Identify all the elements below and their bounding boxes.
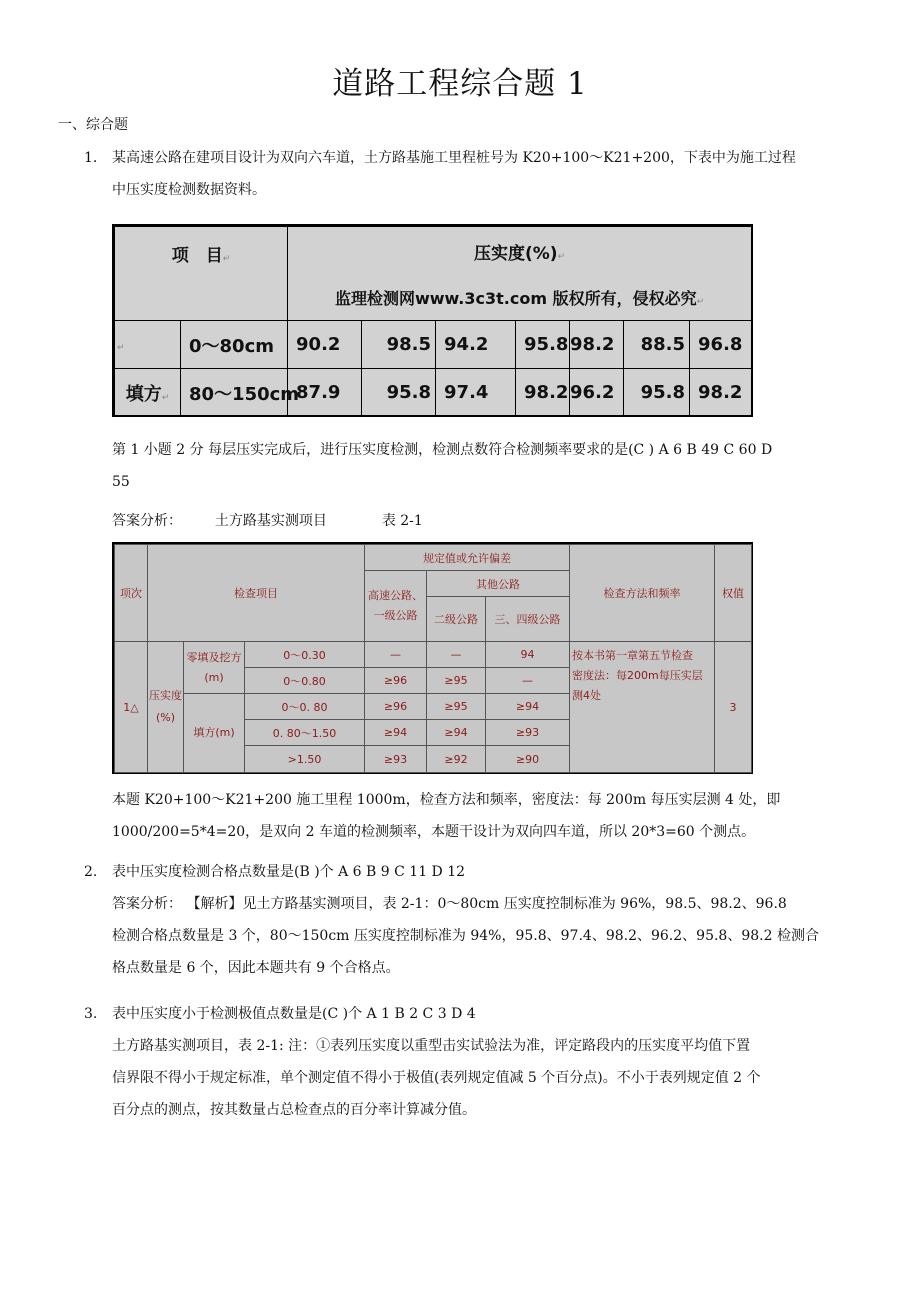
question-1-line1: 某高速公路在建项目设计为双向六车道，土方路基施工里程桩号为 K20+100～K21+200，下表中为施工过程 xyxy=(112,150,796,166)
table1-depth-row2: 80～150cm xyxy=(181,369,288,417)
compaction-data-table xyxy=(112,224,753,417)
explanation-1-line1: 本题 K20+100～K21+200 施工里程 1000m，检查方法和频率，密度法：每 200m 每压实层测 4 处，即 xyxy=(112,792,781,808)
question-2-number: 2. xyxy=(84,864,98,880)
table1-value: 98.5 xyxy=(362,321,436,369)
grade2-value: ≥92 xyxy=(427,746,486,773)
header-grade34: 三、四级公路 xyxy=(486,597,570,642)
section-heading: 一、综合题 xyxy=(58,117,128,133)
answer-3-line3: 百分点的测点，按其数量占总检查点的百分率计算减分值。 xyxy=(112,1102,476,1118)
table1-value: 97.4 xyxy=(436,369,516,417)
table1-value: 98.2 xyxy=(690,369,752,417)
table1-value: 98.2 xyxy=(570,321,624,369)
fill-label: 填方(m) xyxy=(184,694,245,773)
table1-fill-label: 填方↵ xyxy=(115,369,181,417)
method-line2: 密度法：每200m每压实层测4处 xyxy=(572,669,703,702)
grade2-value: — xyxy=(427,642,486,668)
header-item-no: 项次 xyxy=(115,545,148,642)
question-2 xyxy=(84,856,884,984)
weight-value: 3 xyxy=(715,642,752,773)
question-2-text: 表中压实度检测合格点数量是(B )个 A 6 B 9 C 11 D 12 xyxy=(112,864,466,880)
header-grade2: 二级公路 xyxy=(427,597,486,642)
grade2-value: ≥95 xyxy=(427,694,486,720)
answer-3-line1: 土方路基实测项目，表 2-1: 注：①表列压实度以重型击实试验法为准，评定路段内的压实度平均值下置 xyxy=(112,1038,751,1054)
table1-notice: 监理检测网www.3c3t.com 版权所有，侵权必究 xyxy=(334,288,697,308)
table1-compaction-header: 压实度(%)↵ 监理检测网www.3c3t.com 版权所有，侵权必究↵ xyxy=(288,227,752,321)
grade2-value: ≥94 xyxy=(427,720,486,746)
highway-value: — xyxy=(365,642,427,668)
question-1-number: 1. xyxy=(84,150,98,166)
explanation-1-line2: 1000/200=5*4=20，是双向 2 车道的检测频率，本题干设计为双向四车道，所以 20*3=60 个测点。 xyxy=(112,824,756,840)
table2-number: 表 2-1 xyxy=(381,513,423,529)
grade2-value: ≥95 xyxy=(427,668,486,694)
answer-2-line2: 检测合格点数量是 3 个，80～150cm 压实度控制标准为 94%，95.8、97.4、98.2、96.2、95.8、98.2 检测合 xyxy=(112,928,819,944)
grade34-value: ≥90 xyxy=(486,746,570,773)
question-3-number: 3. xyxy=(84,1006,98,1022)
range-cell: >1.50 xyxy=(245,746,365,773)
item-no: 1△ xyxy=(115,642,148,773)
question-3 xyxy=(84,998,884,1126)
grade34-value: ≥94 xyxy=(486,694,570,720)
range-cell: 0～0.80 xyxy=(245,668,365,694)
table1-value: 96.2 xyxy=(570,369,624,417)
question-1 xyxy=(84,142,884,206)
header-highway: 高速公路、一级公路 xyxy=(365,571,427,642)
table1-value: 94.2 xyxy=(436,321,516,369)
answer-3-line2: 信界限不得小于规定标准，单个测定值不得小于极值(表列规定值减 5 个百分点)。不小于表列规定值 2 个 xyxy=(112,1070,761,1086)
table1-value: 96.8 xyxy=(690,321,752,369)
header-allowed: 规定值或允许偏差 xyxy=(365,545,570,571)
answer-1-heading xyxy=(112,505,882,537)
table1-depth-row1: 0～80cm xyxy=(181,321,288,369)
table2-title: 土方路基实测项目 xyxy=(214,513,327,529)
method-line1: 按本书第一章第五节检查 xyxy=(572,649,694,662)
grade34-value: ≥93 xyxy=(486,720,570,746)
method-cell xyxy=(570,642,715,773)
table1-value: 88.5 xyxy=(624,321,690,369)
sub-question-1-line1: 第 1 小题 2 分 每层压实完成后，进行压实度检测，检测点数符合检测频率要求的是(C ) A 6 B 49 C 60 D xyxy=(112,442,773,458)
subgrade-spec-table xyxy=(112,542,753,774)
range-cell: 0～0. 80 xyxy=(245,694,365,720)
range-cell: 0. 80～1.50 xyxy=(245,720,365,746)
range-cell: 0～0.30 xyxy=(245,642,365,668)
table1-fill-top-cell: ↵ xyxy=(115,321,181,369)
header-check-item: 检查项目 xyxy=(148,545,365,642)
highway-value: ≥96 xyxy=(365,694,427,720)
compaction-label: 压实度(%) xyxy=(148,642,184,773)
highway-value: ≥94 xyxy=(365,720,427,746)
sub-question-1 xyxy=(112,434,882,498)
answer-2-line1: 答案分析： 【解析】见土方路基实测项目，表 2-1：0～80cm 压实度控制标准为 96%，98.5、98.2、96.8 xyxy=(112,896,787,912)
grade34-value: 94 xyxy=(486,642,570,668)
question-3-text: 表中压实度小于检测极值点数量是(C )个 A 1 B 2 C 3 D 4 xyxy=(112,1006,476,1022)
table1-value: 98.2 xyxy=(516,369,570,417)
sub-question-1-line2: 55 xyxy=(112,474,130,490)
header-method: 检查方法和频率 xyxy=(570,545,715,642)
table1-item-header: 项 目↵ xyxy=(115,227,288,321)
header-other: 其他公路 xyxy=(427,571,570,597)
table1-value: 90.2 xyxy=(288,321,362,369)
explanation-1 xyxy=(112,784,882,848)
table1-value: 95.8 xyxy=(516,321,570,369)
header-weight: 权值 xyxy=(715,545,752,642)
zero-fill-label: 零填及挖方(m) xyxy=(184,642,245,694)
table1-compaction-label: 压实度(%) xyxy=(474,243,558,264)
answer-2-line3: 格点数量是 6 个，因此本题共有 9 个合格点。 xyxy=(112,960,400,976)
table1-value: 95.8 xyxy=(624,369,690,417)
answer-label: 答案分析： xyxy=(112,513,182,529)
document-title: 道路工程综合题 1 xyxy=(332,66,588,102)
table1-value: 87.9 xyxy=(288,369,362,417)
highway-value: ≥96 xyxy=(365,668,427,694)
table1-value: 95.8 xyxy=(362,369,436,417)
grade34-value: — xyxy=(486,668,570,694)
question-1-line2: 中压实度检测数据资料。 xyxy=(112,182,266,198)
highway-value: ≥93 xyxy=(365,746,427,773)
